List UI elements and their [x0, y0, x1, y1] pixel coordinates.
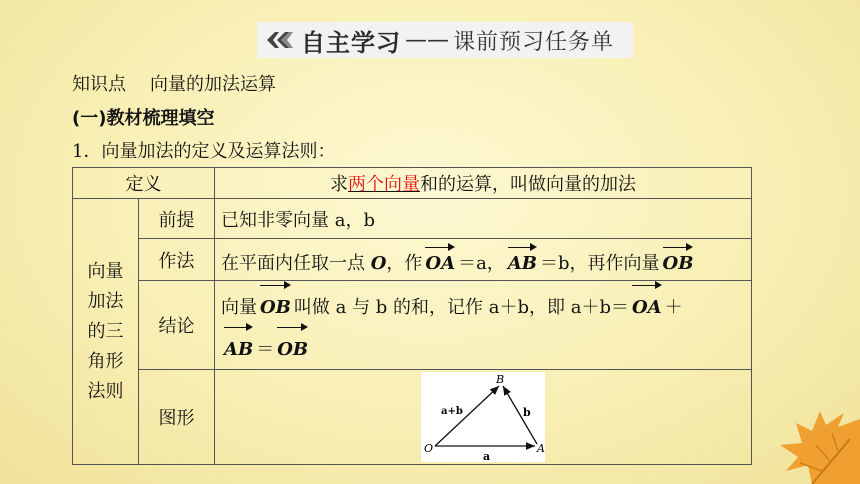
- vector-ob: OB: [277, 325, 308, 367]
- method-label: 作法: [139, 239, 215, 281]
- point-a-label: A: [537, 442, 545, 455]
- premise-text: 已知非零向量 a，b: [215, 199, 752, 239]
- section-title: (一)教材梳理填空: [72, 108, 215, 129]
- label-a-plus-b: a+b: [441, 406, 463, 417]
- label-a: a: [483, 450, 491, 462]
- item-heading: 1．向量加法的定义及运算法则：: [72, 141, 336, 162]
- knowledge-point: [72, 70, 276, 96]
- vector-oa: OA: [632, 283, 662, 325]
- section-banner: [257, 22, 633, 58]
- vector-ob: OB: [260, 283, 291, 325]
- maple-leaf-decoration: [760, 409, 860, 484]
- definition-row: [73, 168, 752, 199]
- knowledge-point-label: 知识点: [72, 74, 126, 95]
- conclusion-text: 向量 OB 叫做 a 与 b 的和，记作 a＋b，即 a＋b＝ OA ＋ AB ＝ OB: [215, 281, 752, 370]
- vector-ab: AB: [508, 245, 537, 274]
- conclusion-row: [73, 281, 752, 370]
- figure-label: 图形: [139, 370, 215, 465]
- figure-cell: [215, 370, 752, 465]
- label-b: b: [523, 406, 531, 419]
- banner-subtitle: 课前预习任务单: [453, 29, 615, 55]
- figure-row: [73, 370, 752, 465]
- vector-ob: OB: [663, 245, 694, 274]
- knowledge-point-topic: 向量的加法运算: [150, 74, 276, 95]
- point-b-label: B: [496, 373, 505, 386]
- answer-fill: 两个向量: [348, 174, 420, 195]
- vector-ab: AB: [224, 325, 253, 367]
- premise-row: [73, 199, 752, 239]
- arrow-chevron-logo-icon: [265, 30, 295, 50]
- vector-oa: OA: [425, 245, 455, 274]
- vector-b-arrow: [503, 386, 537, 444]
- triangle-rule-label: 向量 加法 的三 角形 法则: [73, 199, 139, 465]
- premise-label: 前提: [139, 199, 215, 239]
- method-row: [73, 239, 752, 281]
- point-o-label: O: [424, 442, 434, 455]
- definition-header: 定义: [73, 168, 215, 199]
- banner-title: 自主学习: [301, 28, 401, 57]
- banner-dash: ——: [405, 27, 449, 53]
- triangle-rule-figure: [421, 372, 545, 462]
- addition-definition-table: [72, 167, 752, 465]
- conclusion-label: 结论: [139, 281, 215, 370]
- definition-content: 求两个向量和的运算，叫做向量的加法: [215, 168, 752, 199]
- method-text: 在平面内任取一点 O，作 OA ＝a， AB ＝b，再作向量 OB: [215, 239, 752, 281]
